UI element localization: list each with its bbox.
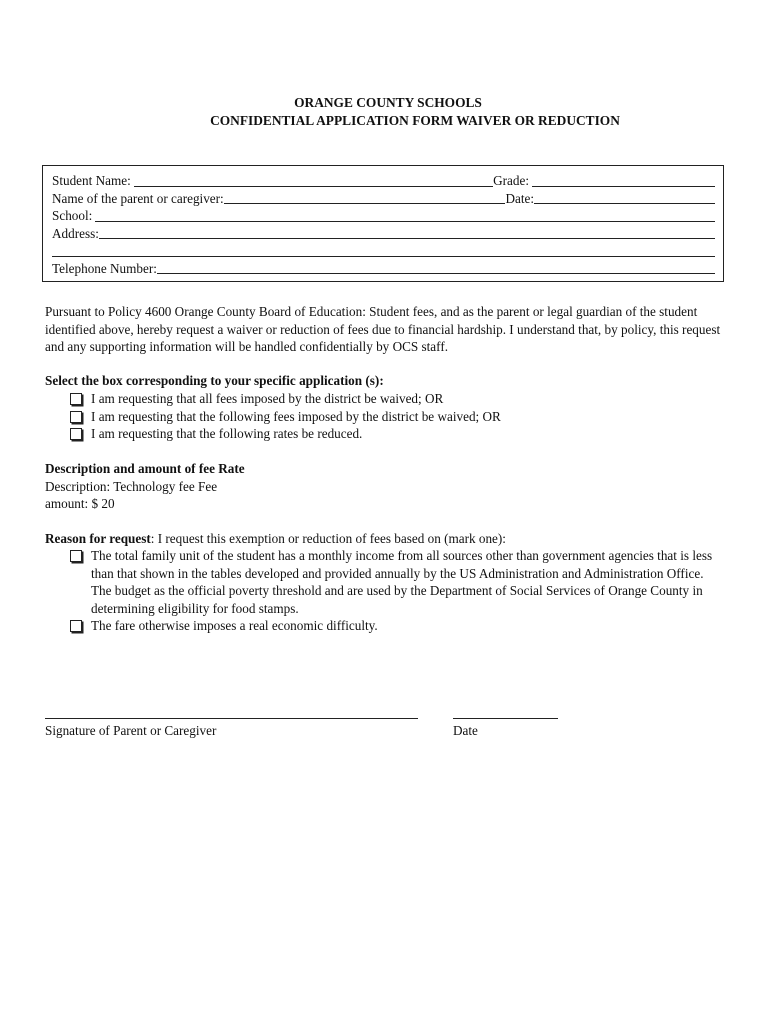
- reason-heading: Reason for request: [45, 531, 151, 546]
- date-top-label: Date:: [505, 190, 534, 206]
- grade-label: Grade:: [493, 173, 529, 188]
- checkbox-icon[interactable]: [70, 550, 82, 562]
- reason-option: [45, 617, 725, 635]
- date-top-field[interactable]: [534, 191, 715, 204]
- selection-option: [45, 408, 725, 426]
- selection-options: [45, 390, 725, 443]
- checkbox-icon[interactable]: [70, 428, 82, 440]
- address-field-line-2[interactable]: [52, 244, 715, 257]
- signature-field[interactable]: [45, 718, 418, 719]
- selection-option-label: I am requesting that the following fees imposed by the district be waived; OR: [91, 408, 501, 424]
- parent-name-field[interactable]: [224, 191, 506, 204]
- parent-name-row: [52, 190, 715, 208]
- address-row-2: [52, 242, 715, 260]
- selection-heading: Select the box corresponding to your specific application (s):: [45, 373, 384, 388]
- form-title-org: ORANGE COUNTY SCHOOLS: [294, 95, 482, 110]
- reason-options: [45, 547, 725, 635]
- fee-amount: amount: $ 20: [45, 496, 115, 511]
- reason-option-label: The total family unit of the student has a monthly income from all sources other than government agencies that is less than that shown in the tables developed and provided annually by the US Administration and Administration Office. The budget as the official poverty threshold and are used by the Department of Social Services of Orange County in determining eligibility for food stamps.: [91, 548, 713, 616]
- signature-date-field[interactable]: [453, 718, 558, 719]
- parent-name-label: Name of the parent or caregiver:: [52, 190, 224, 206]
- address-field[interactable]: [99, 226, 715, 239]
- student-name-row: [52, 172, 715, 190]
- checkbox-icon[interactable]: [70, 620, 82, 632]
- reason-option: [45, 547, 725, 617]
- checkbox-icon[interactable]: [70, 393, 82, 405]
- school-row: [52, 207, 715, 225]
- telephone-row: [52, 260, 715, 278]
- reason-heading-text: : I request this exemption or reduction of fees based on (mark one):: [150, 531, 506, 546]
- selection-option: [45, 425, 725, 443]
- reason-heading-row: [45, 530, 725, 548]
- selection-option: [45, 390, 725, 408]
- student-name-label: Student Name:: [52, 173, 131, 188]
- school-label: School:: [52, 208, 93, 223]
- policy-paragraph: Pursuant to Policy 4600 Orange County Board of Education: Student fees, and as the parent or legal guardian of the student identified above, hereby request a waiver or reduction of fees due to financial hardship. I understand that, by policy, this request and any supporting information will be handled confidentially by OCS staff.: [45, 304, 721, 354]
- grade-field[interactable]: [532, 174, 715, 187]
- telephone-field[interactable]: [157, 261, 715, 274]
- telephone-label: Telephone Number:: [52, 260, 157, 276]
- fee-description: Description: Technology fee Fee: [45, 479, 218, 494]
- selection-option-label: I am requesting that the following rates be reduced.: [91, 426, 363, 441]
- student-name-field[interactable]: [134, 174, 493, 187]
- applicant-info-box: [42, 165, 724, 282]
- fee-heading: Description and amount of fee Rate: [45, 461, 245, 476]
- form-title: CONFIDENTIAL APPLICATION FORM WAIVER OR REDUCTION: [210, 113, 620, 128]
- address-row: [52, 225, 715, 243]
- signature-label: Signature of Parent or Caregiver: [45, 723, 217, 738]
- signature-date-label: Date: [453, 723, 478, 738]
- selection-option-label: I am requesting that all fees imposed by the district be waived; OR: [91, 391, 444, 406]
- address-label: Address:: [52, 225, 99, 241]
- reason-option-label: The fare otherwise imposes a real economic difficulty.: [91, 618, 378, 633]
- school-field[interactable]: [95, 209, 715, 222]
- checkbox-icon[interactable]: [70, 411, 82, 423]
